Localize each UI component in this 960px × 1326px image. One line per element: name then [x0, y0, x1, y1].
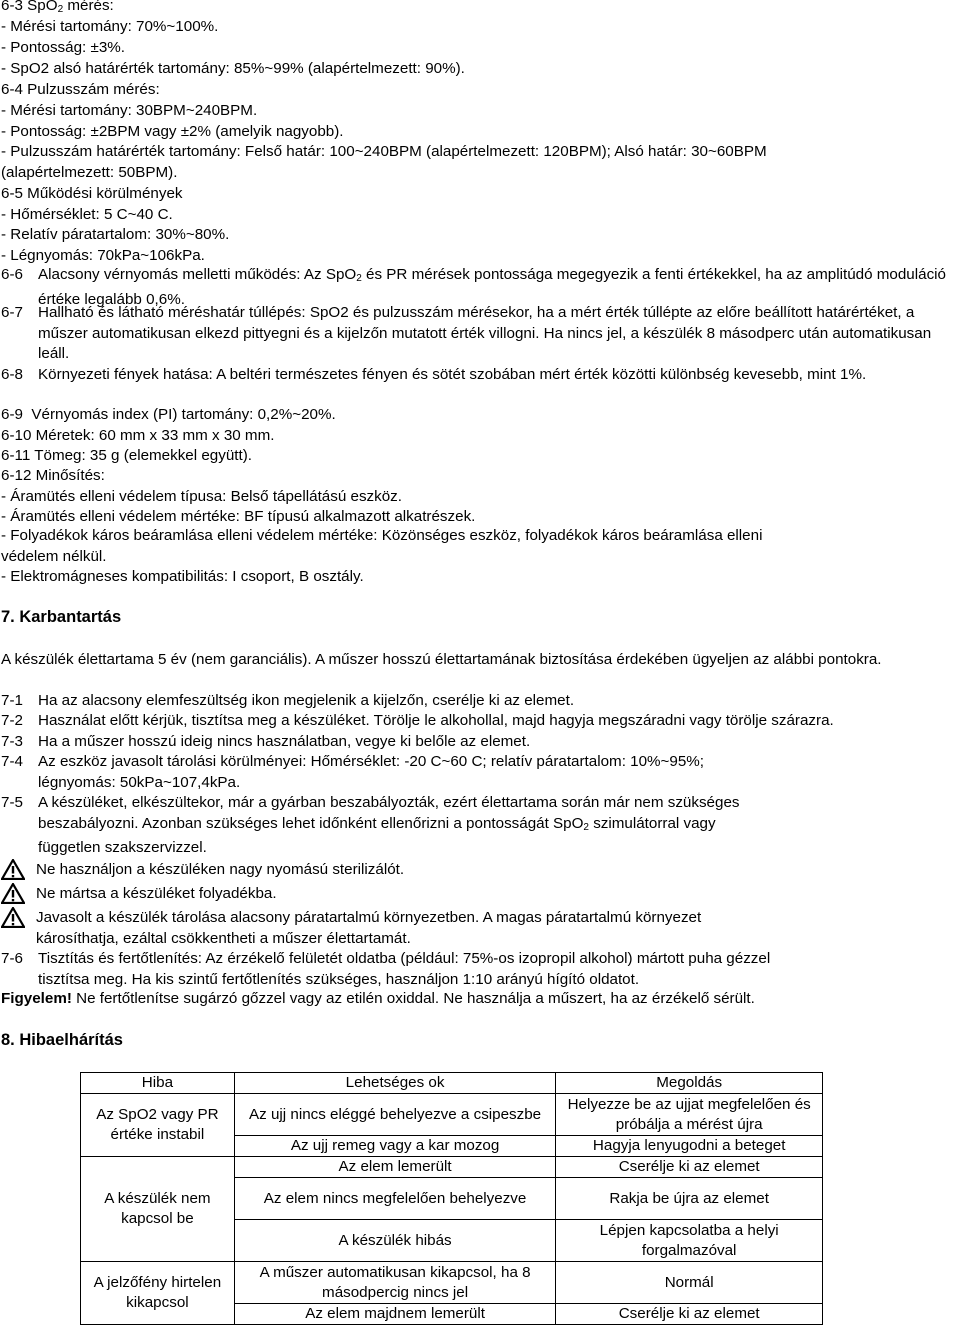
text-line: - Áramütés elleni védelem mértéke: BF típusú alkalmazott alkatrészek.	[1, 508, 476, 525]
text-line: 6-11 Tömeg: 35 g (elemekkel együtt).	[1, 447, 253, 464]
column-header: Megoldás	[556, 1073, 823, 1094]
warning-2	[1, 884, 958, 905]
table-row	[81, 1157, 823, 1178]
column-header: Hiba	[81, 1073, 235, 1094]
item-7-6	[1, 949, 958, 990]
text-line: 6-10 Méretek: 60 mm x 33 mm x 30 mm.	[1, 427, 275, 444]
cause-cell: A készülék hibás	[234, 1220, 556, 1262]
warning-text: Ne használjon a készüléken nagy nyomású sterilizálót.	[36, 861, 405, 878]
item-text: Hallható és látható méréshatár túllépés: SpO2 és pulzusszám mérésekor, ha a mért érték túllépte az előre beállított határértéket, a műszer automatikusan elkezd pittyegni és a kijelzőn mutatott érték villogni. Ha nincs jel, a készülék 8 másodperc után automatikusan leáll.	[38, 304, 932, 362]
item-number: 7-4	[1, 753, 23, 770]
item-text: Ha a műszer hosszú ideig nincs használatban, vegye ki belőle az elemet.	[38, 733, 531, 750]
cause-cell: Az ujj nincs eléggé behelyezve a csipeszbe	[234, 1094, 556, 1136]
item-number: 7-2	[1, 712, 23, 729]
table-header-row	[81, 1073, 823, 1094]
warning-text: Ne mártsa a készüléket folyadékba.	[36, 885, 277, 902]
caution-label: Figyelem!	[1, 990, 72, 1007]
item-7-5	[1, 793, 958, 859]
cause-cell: Az elem majdnem lemerült	[234, 1304, 556, 1325]
caution-text: Ne fertőtlenítse sugárzó gőzzel vagy az etilén oxiddal. Ne használja a műszert, ha az érzékelő sérült.	[71, 990, 755, 1007]
text-line: 6-9 Vérnyomás index (PI) tartomány: 0,2%~20%.	[1, 406, 336, 423]
solution-cell: Helyezze be az ujjat megfelelően és próbálja a mérést újra	[556, 1094, 823, 1136]
item-text: Az eszköz javasolt tárolási körülményei: Hőmérséklet: -20 C~60 C; relatív páratartalom: 10%~95%; légnyomás: 50kPa~107,4kPa.	[38, 753, 705, 791]
warning-triangle-icon	[1, 883, 25, 904]
item-text: Használat előtt kérjük, tisztítsa meg a készüléket. Törölje le alkohollal, majd hagyja megszáradni vagy törölje szárazra.	[38, 712, 834, 729]
section-7-intro: A készülék élettartama 5 év (nem garanciális). A műszer hosszú élettartamának biztosítása érdekében ügyeljen az alábbi pontokra.	[1, 651, 882, 668]
warning-3	[1, 908, 958, 949]
item-number: 6-8	[1, 366, 23, 383]
item-7-4	[1, 752, 958, 793]
item-text: Tisztítás és fertőtlenítés: Az érzékelő felületét oldatba (például: 75%-os izopropil alkohol) mártott puha gézzel tisztítsa meg. Ha kis szintű fertőtlenítés szükséges, használjon 1:10 arányú hígító oldatot.	[38, 950, 771, 988]
section-7-title: 7. Karbantartás	[1, 608, 122, 626]
item-6-8	[1, 365, 958, 386]
cause-cell: A műszer automatikusan kikapcsol, ha 8 másodpercig nincs jel	[234, 1262, 556, 1304]
cause-cell: Az elem nincs megfelelően behelyezve	[234, 1178, 556, 1220]
solution-cell: Rakja be újra az elemet	[556, 1178, 823, 1220]
item-text: Ha az alacsony elemfeszültség ikon megjelenik a kijelzőn, cserélje ki az elemet.	[38, 692, 575, 709]
item-text: A készüléket, elkészültekor, már a gyárban beszabályozták, ezért élettartama során már nem szükséges beszabályozni. Azonban szükséges lehet időnként ellenőrizni a pontosságát SpO$_2$ szimulátorral vagy független szakszervizzel.	[38, 794, 740, 856]
text-line: (alapértelmezett: 50BPM).	[1, 164, 178, 181]
cause-cell: Az elem lemerült	[234, 1157, 556, 1178]
solution-cell: Cserélje ki az elemet	[556, 1157, 823, 1178]
troubleshooting-table	[80, 1072, 823, 1325]
section-6-4-heading: 6-4 Pulzusszám mérés:	[1, 81, 160, 98]
problem-cell: A készülék nem kapcsol be	[81, 1157, 235, 1262]
text-line: - Folyadékok káros beáramlása elleni védelem mértéke: Közönséges eszköz, folyadékok káros beáramlása elleni védelem nélkül.	[1, 527, 763, 565]
warning-text: Javasolt a készülék tárolása alacsony páratartalmú környezetben. A magas páratartalmú környezet károsíthatja, ezáltal csökkentheti a műszer élettartamát.	[36, 909, 702, 947]
section-8-title: 8. Hibaelhárítás	[1, 1031, 123, 1049]
solution-cell: Cserélje ki az elemet	[556, 1304, 823, 1325]
problem-cell: A jelzőfény hirtelen kikapcsol	[81, 1262, 235, 1325]
item-text: Alacsony vérnyomás melletti működés: Az SpO$_2$ és PR mérések pontossága megegyezik a fenti értékekkel, ha az amplitúdó moduláció értéke legalább 0,6%.	[38, 266, 946, 308]
table-row	[81, 1094, 823, 1136]
section-6-3-heading: 6-3 SpO$_2$ mérés:	[1, 0, 114, 15]
text-line: - Légnyomás: 70kPa~106kPa.	[1, 247, 205, 264]
text-line: - Pontosság: ±2BPM vagy ±2% (amelyik nagyobb).	[1, 123, 344, 140]
item-text: Környezeti fények hatása: A beltéri természetes fényen és sötét szobában mért érték közötti különbség kevesebb, mint 1%.	[38, 366, 867, 383]
warning-1	[1, 860, 958, 881]
warning-triangle-icon	[1, 907, 25, 928]
warning-triangle-icon	[1, 859, 25, 880]
text-line: - Pontosság: ±3%.	[1, 39, 125, 56]
column-header: Lehetséges ok	[234, 1073, 556, 1094]
item-number: 7-6	[1, 950, 23, 967]
text-line: - Pulzusszám határérték tartomány: Felső határ: 100~240BPM (alapértelmezett: 120BPM); Alsó határ: 30~60BPM	[1, 143, 767, 160]
item-number: 7-5	[1, 794, 23, 811]
text-line: - SpO2 alsó határérték tartomány: 85%~99% (alapértelmezett: 90%).	[1, 60, 465, 77]
item-number: 7-3	[1, 733, 23, 750]
section-6-12-heading: 6-12 Minősítés:	[1, 467, 105, 484]
text-line: - Elektromágneses kompatibilitás: I csoport, B osztály.	[1, 568, 364, 585]
item-7-3	[1, 732, 958, 753]
problem-cell: Az SpO2 vagy PR értéke instabil	[81, 1094, 235, 1157]
item-7-1	[1, 691, 958, 712]
item-6-7	[1, 303, 958, 365]
text-line: - Mérési tartomány: 70%~100%.	[1, 18, 219, 35]
text-line: - Áramütés elleni védelem típusa: Belső tápellátású eszköz.	[1, 488, 402, 505]
text-line: - Hőmérséklet: 5 C~40 C.	[1, 206, 173, 223]
text-line: - Relatív páratartalom: 30%~80%.	[1, 226, 230, 243]
caution-note	[1, 989, 755, 1009]
text-line: - Mérési tartomány: 30BPM~240BPM.	[1, 102, 258, 119]
solution-cell: Lépjen kapcsolatba a helyi forgalmazóval	[556, 1220, 823, 1262]
section-6-5-heading: 6-5 Működési körülmények	[1, 185, 183, 202]
item-number: 6-7	[1, 304, 23, 321]
solution-cell: Normál	[556, 1262, 823, 1304]
item-7-2	[1, 711, 960, 732]
item-number: 7-1	[1, 692, 23, 709]
cause-cell: Az ujj remeg vagy a kar mozog	[234, 1136, 556, 1157]
item-number: 6-6	[1, 266, 23, 283]
solution-cell: Hagyja lenyugodni a beteget	[556, 1136, 823, 1157]
table-row	[81, 1262, 823, 1304]
